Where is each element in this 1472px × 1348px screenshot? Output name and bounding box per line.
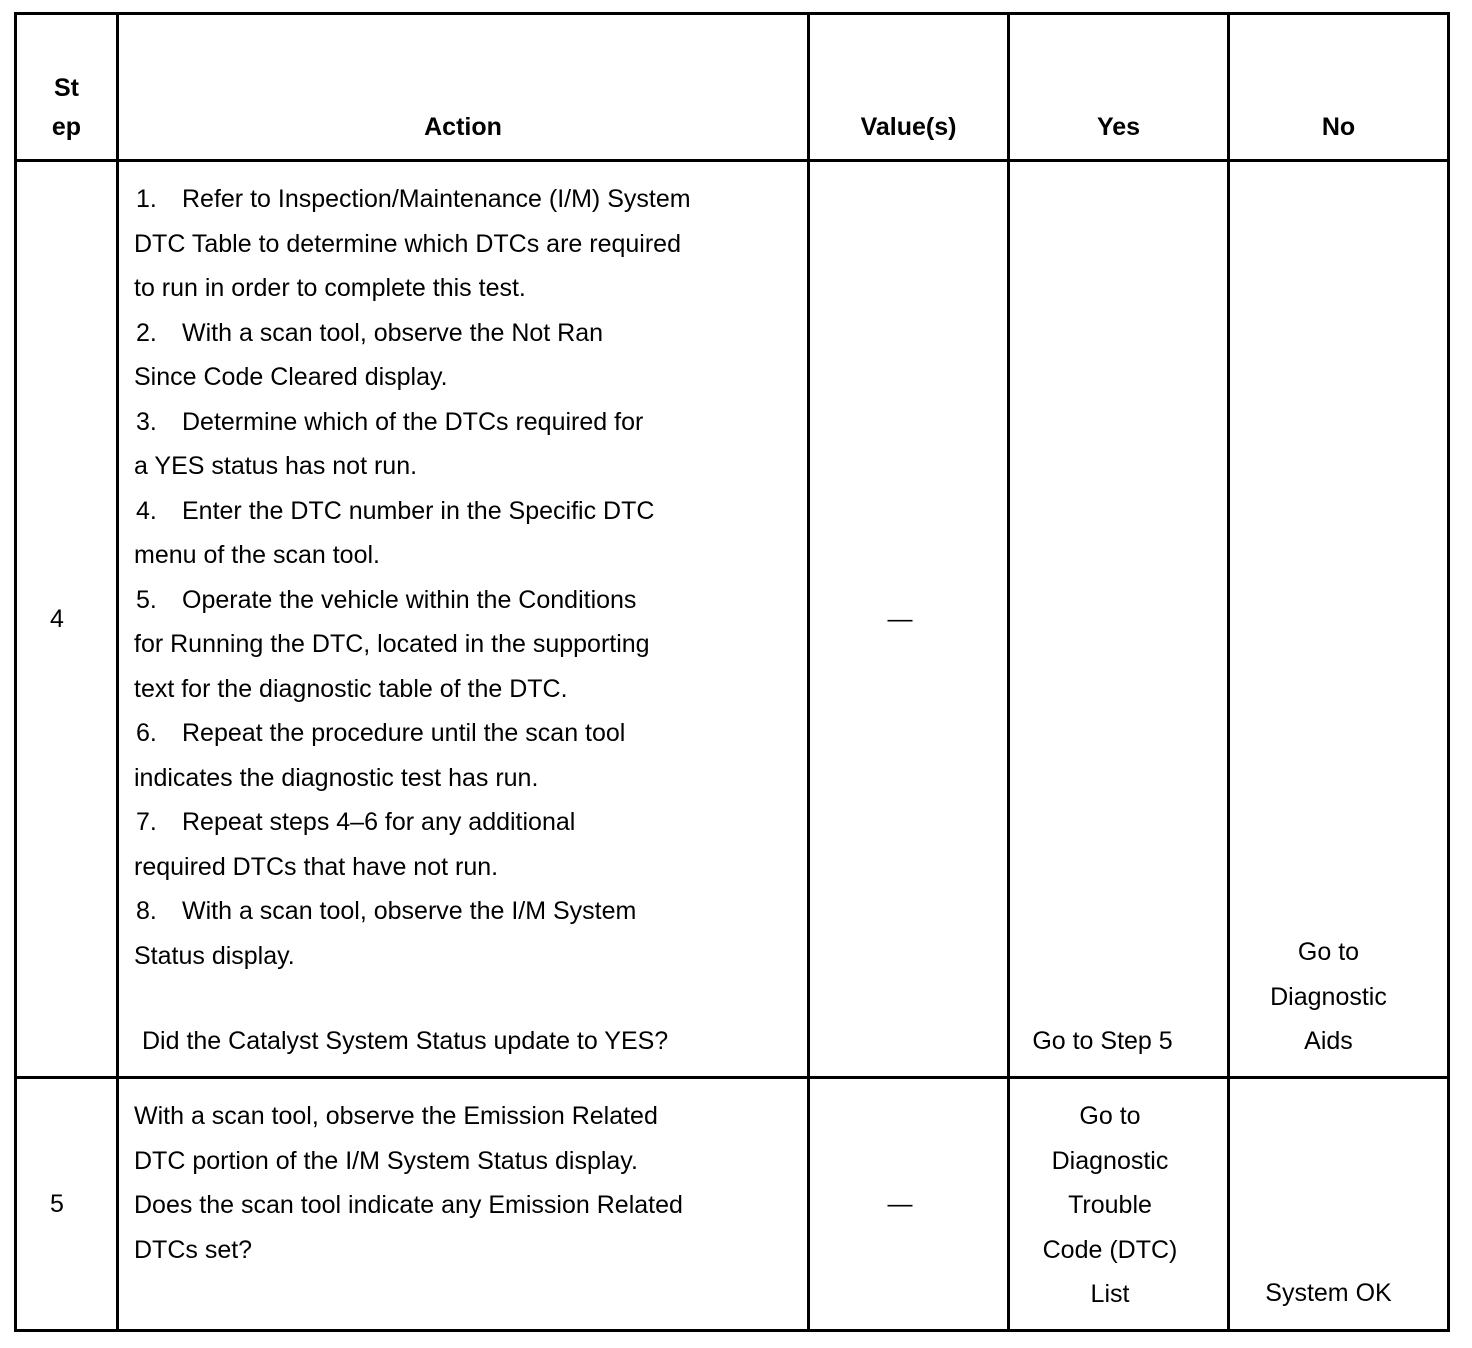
action-item-4 <box>134 489 691 534</box>
action-item-continuation: indicates the diagnostic test has run. <box>134 763 539 792</box>
table-border-bottom <box>14 1329 1450 1332</box>
header-step <box>17 69 116 147</box>
no-line: System OK <box>1265 1279 1392 1307</box>
diagnostic-table <box>14 12 1450 1332</box>
action-item-6 <box>134 711 691 756</box>
action-item-7 <box>134 800 691 845</box>
yes-line: Trouble <box>1068 1191 1152 1219</box>
action-item-text: With a scan tool, observe the Not Ran <box>182 318 604 347</box>
action-item-continuation: for Running the DTC, located in the supporting <box>134 630 650 658</box>
header-no: No <box>1321 113 1356 141</box>
action-item-5 <box>134 578 691 623</box>
action-item-number: 8. <box>136 897 157 925</box>
action-item-continuation: a YES status has not run. <box>134 452 418 480</box>
column-divider-action <box>807 12 810 1332</box>
row5-step: 5 <box>50 1190 64 1218</box>
action-item-number: 2. <box>136 318 157 347</box>
action-item-number: 4. <box>136 496 157 525</box>
header-step-line1: St <box>54 74 79 102</box>
row5-no <box>1230 1271 1427 1316</box>
row4-no <box>1230 930 1427 1064</box>
yes-line: List <box>1090 1280 1130 1308</box>
action-item-3 <box>134 400 691 445</box>
row4-action <box>134 177 691 978</box>
header-divider <box>14 159 1450 162</box>
table-border-top <box>14 12 1450 15</box>
yes-line: Code (DTC) <box>1042 1235 1178 1264</box>
action-item-number: 7. <box>136 808 157 836</box>
yes-line: Go to Step 5 <box>1032 1027 1173 1055</box>
yes-line: Diagnostic <box>1051 1146 1169 1175</box>
row4-question: Did the Catalyst System Status update to YES? <box>142 1027 669 1055</box>
action-line: With a scan tool, observe the Emission Related <box>134 1102 658 1130</box>
row-divider <box>14 1076 1450 1079</box>
yes-line: Go to <box>1079 1102 1141 1130</box>
action-item-text: Repeat the procedure until the scan tool <box>182 719 626 747</box>
action-item-continuation: text for the diagnostic table of the DTC. <box>134 674 568 703</box>
no-line: Diagnostic <box>1270 982 1387 1011</box>
header-step-line2: ep <box>51 113 82 141</box>
action-item-continuation: required DTCs that have not run. <box>134 852 499 881</box>
action-item-continuation: Since Code Cleared display. <box>134 363 448 391</box>
action-line: DTCs set? <box>134 1235 253 1264</box>
action-item-continuation: Status display. <box>134 941 295 970</box>
action-item-2 <box>134 311 691 356</box>
header-values: Value(s) <box>860 113 957 141</box>
row5-action <box>134 1094 683 1272</box>
action-item-text: Operate the vehicle within the Conditions <box>182 585 637 614</box>
action-item-number: 1. <box>136 185 157 213</box>
row5-value: — <box>887 1190 913 1218</box>
action-item-text: Repeat steps 4–6 for any additional <box>182 808 576 836</box>
action-item-text: Refer to Inspection/Maintenance (I/M) System <box>182 185 691 213</box>
action-item-number: 5. <box>136 585 157 614</box>
action-item-number: 3. <box>136 407 157 436</box>
no-line: Aids <box>1304 1027 1353 1055</box>
row4-step: 4 <box>50 605 64 633</box>
action-item-continuation: to run in order to complete this test. <box>134 274 526 302</box>
action-line: Does the scan tool indicate any Emission Related <box>134 1191 683 1219</box>
action-item-number: 6. <box>136 719 157 747</box>
table-border-left <box>14 12 17 1332</box>
action-item-text: Enter the DTC number in the Specific DTC <box>182 496 655 525</box>
action-item-continuation: menu of the scan tool. <box>134 541 380 569</box>
header-yes: Yes <box>1096 113 1141 141</box>
no-line: Go to <box>1297 938 1360 966</box>
table-border-right <box>1447 12 1450 1332</box>
action-item-continuation: DTC Table to determine which DTCs are required <box>134 229 681 258</box>
action-line: DTC portion of the I/M System Status display. <box>134 1146 638 1175</box>
action-item-1 <box>134 177 691 222</box>
row4-value: — <box>887 605 913 633</box>
header-action: Action <box>424 113 502 141</box>
column-divider-step <box>116 12 119 1332</box>
action-item-text: With a scan tool, observe the I/M System <box>182 897 637 925</box>
row5-yes <box>1010 1094 1210 1317</box>
column-divider-yes <box>1227 12 1230 1332</box>
action-item-8 <box>134 889 691 934</box>
action-item-text: Determine which of the DTCs required for <box>182 407 644 436</box>
row4-yes <box>1010 1019 1195 1064</box>
